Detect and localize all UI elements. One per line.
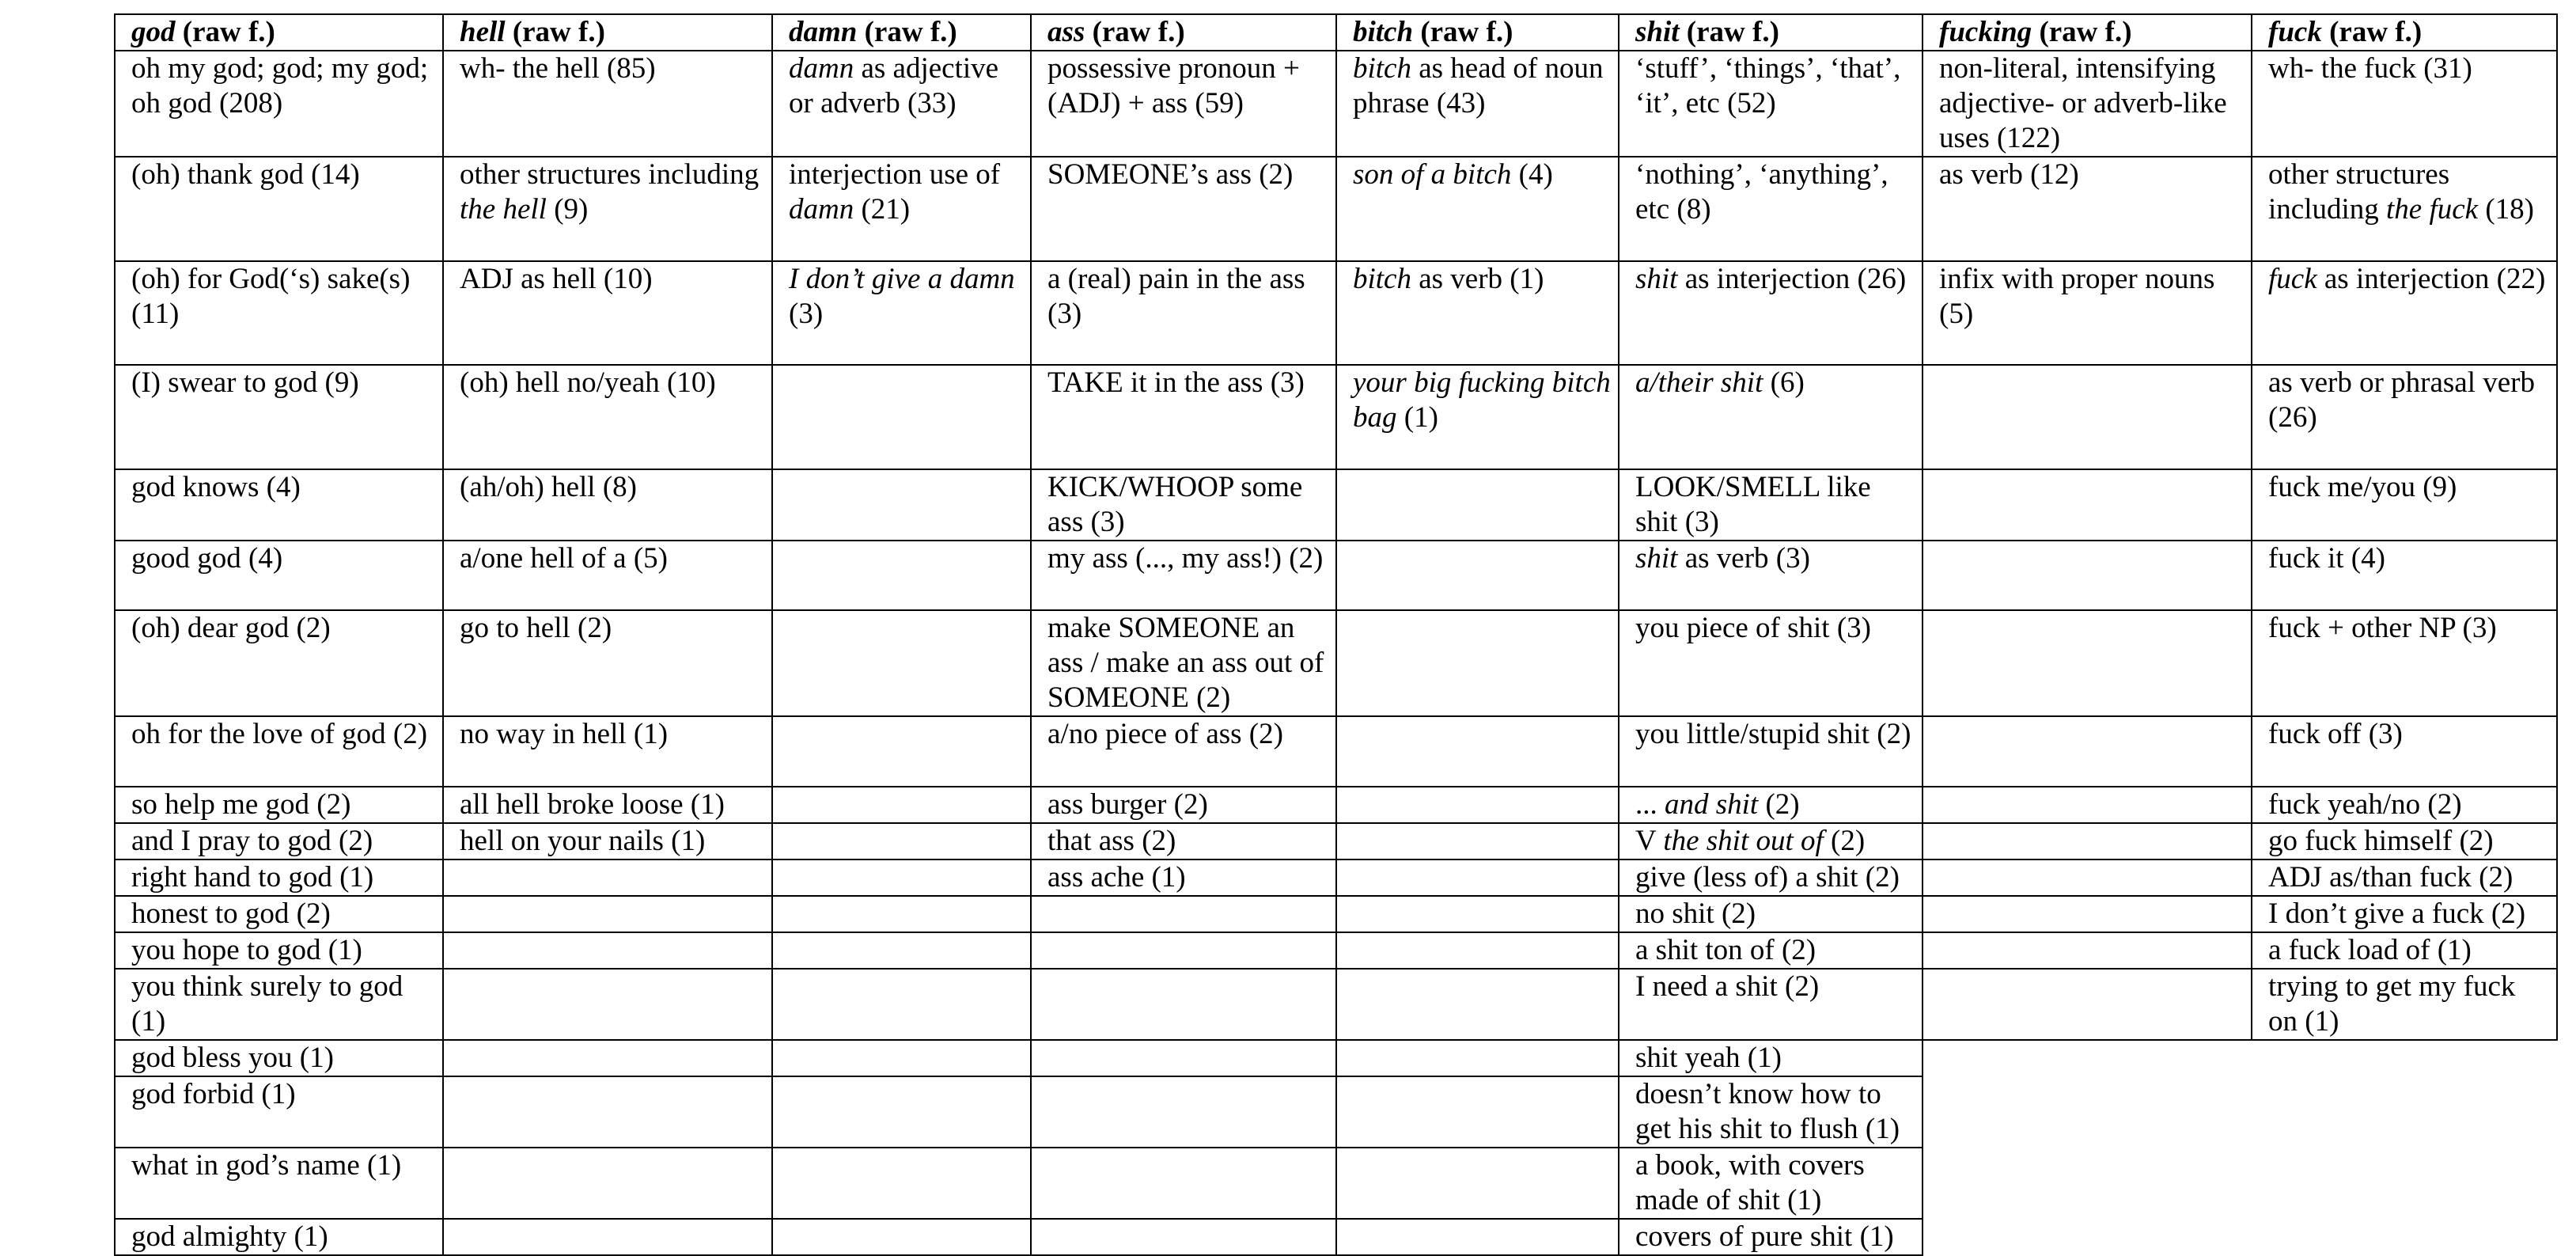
table-cell-god: (oh) for God(‘s) sake(s) (11) [115, 261, 443, 365]
empty-space [2252, 1076, 2557, 1148]
table-cell-god: oh my god; god; my god; oh god (208) [115, 51, 443, 157]
table-cell-damn [772, 1040, 1031, 1076]
table-row [115, 1219, 2557, 1255]
table-cell-damn [772, 1219, 1031, 1255]
table-cell-ass: ass ache (1) [1031, 859, 1336, 896]
table-cell-damn [772, 969, 1031, 1040]
table-cell-god: god bless you (1) [115, 1040, 443, 1076]
column-header-shit [1619, 14, 1923, 51]
table-cell-shit: ‘stuff’, ‘things’, ‘that’, ‘it’, etc (52) [1619, 51, 1923, 157]
table-cell-hell: hell on your nails (1) [443, 823, 772, 859]
table-cell-ass [1031, 1076, 1336, 1148]
empty-space [1923, 1148, 2252, 1219]
header-word: damn [789, 16, 858, 48]
table-row [115, 1076, 2557, 1148]
table-cell-shit: I need a shit (2) [1619, 969, 1923, 1040]
table-cell-damn [772, 541, 1031, 610]
table-cell-hell [443, 969, 772, 1040]
table-cell-hell: a/one hell of a (5) [443, 541, 772, 610]
table-cell-bitch [1336, 859, 1619, 896]
table-cell-hell [443, 1148, 772, 1219]
table-cell-ass [1031, 1040, 1336, 1076]
table-cell-bitch [1336, 896, 1619, 932]
table-cell-shit: shit as interjection (26) [1619, 261, 1923, 365]
table-cell-fuck: fuck off (3) [2252, 716, 2557, 787]
table-cell-bitch [1336, 610, 1619, 716]
table-cell-ass: a/no piece of ass (2) [1031, 716, 1336, 787]
empty-space [1923, 1076, 2252, 1148]
empty-space [1923, 1219, 2252, 1255]
empty-space [2252, 1040, 2557, 1076]
table-cell-god: (oh) thank god (14) [115, 157, 443, 261]
table-cell-fuck: fuck me/you (9) [2252, 469, 2557, 541]
table-cell-shit: LOOK/SMELL like shit (3) [1619, 469, 1923, 541]
header-word: fucking [1939, 16, 2032, 48]
table-cell-damn [772, 787, 1031, 823]
table-cell-hell: other structures including the hell (9) [443, 157, 772, 261]
table-cell-fucking [1923, 932, 2252, 969]
table-cell-bitch: bitch as head of noun phrase (43) [1336, 51, 1619, 157]
table-cell-shit: shit as verb (3) [1619, 541, 1923, 610]
table-cell-ass: that ass (2) [1031, 823, 1336, 859]
header-suffix: (raw f.) [505, 16, 605, 48]
table-cell-god: (oh) dear god (2) [115, 610, 443, 716]
table-cell-hell [443, 932, 772, 969]
table-cell-ass [1031, 969, 1336, 1040]
column-header-ass [1031, 14, 1336, 51]
table-row [115, 823, 2557, 859]
table-cell-shit: a/their shit (6) [1619, 365, 1923, 469]
header-suffix: (raw f.) [1679, 16, 1779, 48]
header-row [115, 14, 2557, 51]
table-cell-fucking [1923, 610, 2252, 716]
table-cell-shit: ‘nothing’, ‘anything’, etc (8) [1619, 157, 1923, 261]
table-cell-bitch [1336, 716, 1619, 787]
table-row [115, 1040, 2557, 1076]
table-cell-fuck: go fuck himself (2) [2252, 823, 2557, 859]
table-row [115, 1148, 2557, 1219]
table-cell-fuck: fuck yeah/no (2) [2252, 787, 2557, 823]
table-row [115, 932, 2557, 969]
table-cell-damn [772, 716, 1031, 787]
table-cell-shit: shit yeah (1) [1619, 1040, 1923, 1076]
table-cell-fucking [1923, 365, 2252, 469]
table-cell-damn: damn as adjective or adverb (33) [772, 51, 1031, 157]
table-cell-god: honest to god (2) [115, 896, 443, 932]
table-cell-fuck: ADJ as/than fuck (2) [2252, 859, 2557, 896]
table-cell-fucking [1923, 716, 2252, 787]
table-cell-shit: V the shit out of (2) [1619, 823, 1923, 859]
table-row [115, 365, 2557, 469]
table-cell-damn [772, 365, 1031, 469]
table-cell-ass: possessive pronoun + (ADJ) + ass (59) [1031, 51, 1336, 157]
table-cell-fuck: a fuck load of (1) [2252, 932, 2557, 969]
table-cell-ass: TAKE it in the ass (3) [1031, 365, 1336, 469]
table-cell-fucking: non-literal, intensifying adjective- or adverb-like uses (122) [1923, 51, 2252, 157]
table-cell-god: and I pray to god (2) [115, 823, 443, 859]
table-cell-ass: ass burger (2) [1031, 787, 1336, 823]
table-cell-shit: doesn’t know how to get his shit to flush (1) [1619, 1076, 1923, 1148]
table-cell-bitch: your big fucking bitch bag (1) [1336, 365, 1619, 469]
table-cell-god: oh for the love of god (2) [115, 716, 443, 787]
table-cell-shit: give (less of) a shit (2) [1619, 859, 1923, 896]
table-cell-bitch [1336, 469, 1619, 541]
table-cell-ass [1031, 1148, 1336, 1219]
table-cell-god: you hope to god (1) [115, 932, 443, 969]
table-cell-ass: make SOMEONE an ass / make an ass out of SOMEONE (2) [1031, 610, 1336, 716]
table-cell-hell [443, 1076, 772, 1148]
table-cell-bitch [1336, 1219, 1619, 1255]
table-cell-god: god forbid (1) [115, 1076, 443, 1148]
table-cell-god: what in god’s name (1) [115, 1148, 443, 1219]
table-cell-fuck: I don’t give a fuck (2) [2252, 896, 2557, 932]
table-cell-bitch [1336, 823, 1619, 859]
table-cell-god: god almighty (1) [115, 1219, 443, 1255]
column-header-god [115, 14, 443, 51]
table-cell-fuck: fuck as interjection (22) [2252, 261, 2557, 365]
table-cell-hell [443, 896, 772, 932]
empty-space [2252, 1148, 2557, 1219]
table-cell-damn [772, 896, 1031, 932]
table-cell-fucking [1923, 541, 2252, 610]
table-cell-shit: covers of pure shit (1) [1619, 1219, 1923, 1255]
header-word: fuck [2268, 16, 2322, 48]
header-word: shit [1635, 16, 1680, 48]
table-cell-hell: no way in hell (1) [443, 716, 772, 787]
table-cell-bitch [1336, 541, 1619, 610]
table-cell-damn [772, 859, 1031, 896]
table-row [115, 541, 2557, 610]
table-cell-fuck: as verb or phrasal verb (26) [2252, 365, 2557, 469]
column-header-bitch [1336, 14, 1619, 51]
empty-space [2252, 1219, 2557, 1255]
table-cell-ass: my ass (..., my ass!) (2) [1031, 541, 1336, 610]
table-cell-damn: I don’t give a damn (3) [772, 261, 1031, 365]
table-row [115, 896, 2557, 932]
header-word: god [131, 16, 176, 48]
table-cell-shit: ... and shit (2) [1619, 787, 1923, 823]
header-word: ass [1047, 16, 1085, 48]
table-cell-fucking: as verb (12) [1923, 157, 2252, 261]
table-row [115, 469, 2557, 541]
table-cell-god: god knows (4) [115, 469, 443, 541]
table-cell-shit: no shit (2) [1619, 896, 1923, 932]
table-cell-god: (I) swear to god (9) [115, 365, 443, 469]
table-row [115, 51, 2557, 157]
table-cell-damn [772, 610, 1031, 716]
swear-word-structures-table [114, 13, 2558, 1256]
table-cell-bitch [1336, 932, 1619, 969]
table-cell-god: good god (4) [115, 541, 443, 610]
column-header-fuck [2252, 14, 2557, 51]
table-cell-fucking [1923, 469, 2252, 541]
table-cell-fuck: fuck it (4) [2252, 541, 2557, 610]
table-cell-ass: KICK/WHOOP some ass (3) [1031, 469, 1336, 541]
table-row [115, 716, 2557, 787]
table-cell-bitch [1336, 1076, 1619, 1148]
table-cell-shit: you piece of shit (3) [1619, 610, 1923, 716]
header-suffix: (raw f.) [857, 16, 957, 48]
table-cell-damn [772, 1076, 1031, 1148]
table-cell-shit: you little/stupid shit (2) [1619, 716, 1923, 787]
header-word: bitch [1353, 16, 1414, 48]
table-cell-bitch [1336, 1040, 1619, 1076]
table-cell-hell: go to hell (2) [443, 610, 772, 716]
table-cell-god: so help me god (2) [115, 787, 443, 823]
header-suffix: (raw f.) [175, 16, 275, 48]
table-cell-hell: ADJ as hell (10) [443, 261, 772, 365]
column-header-hell [443, 14, 772, 51]
table-cell-fucking [1923, 896, 2252, 932]
header-suffix: (raw f.) [2032, 16, 2132, 48]
table-cell-bitch [1336, 1148, 1619, 1219]
table-cell-bitch: bitch as verb (1) [1336, 261, 1619, 365]
column-header-damn [772, 14, 1031, 51]
header-suffix: (raw f.) [1413, 16, 1513, 48]
table-cell-ass [1031, 896, 1336, 932]
table-cell-fuck: trying to get my fuck on (1) [2252, 969, 2557, 1040]
table-cell-ass [1031, 932, 1336, 969]
table-cell-bitch [1336, 787, 1619, 823]
header-word: hell [460, 16, 506, 48]
table-cell-damn [772, 823, 1031, 859]
table-cell-fucking [1923, 969, 2252, 1040]
header-suffix: (raw f.) [2321, 16, 2423, 48]
table-cell-ass [1031, 1219, 1336, 1255]
table-cell-shit: a shit ton of (2) [1619, 932, 1923, 969]
table-cell-fucking [1923, 787, 2252, 823]
table-cell-bitch [1336, 969, 1619, 1040]
empty-space [1923, 1040, 2252, 1076]
table-cell-god: you think surely to god (1) [115, 969, 443, 1040]
table-cell-hell: (oh) hell no/yeah (10) [443, 365, 772, 469]
table-cell-damn [772, 932, 1031, 969]
table-cell-damn: interjection use of damn (21) [772, 157, 1031, 261]
table-cell-fuck: other structures including the fuck (18) [2252, 157, 2557, 261]
table-cell-shit: a book, with covers made of shit (1) [1619, 1148, 1923, 1219]
table-row [115, 157, 2557, 261]
table-row [115, 261, 2557, 365]
table-cell-damn [772, 1148, 1031, 1219]
table-cell-ass: SOMEONE’s ass (2) [1031, 157, 1336, 261]
table-cell-hell [443, 1219, 772, 1255]
table-cell-ass: a (real) pain in the ass (3) [1031, 261, 1336, 365]
table-cell-hell [443, 859, 772, 896]
table-cell-fuck: wh- the fuck (31) [2252, 51, 2557, 157]
table-cell-hell: all hell broke loose (1) [443, 787, 772, 823]
table-row [115, 610, 2557, 716]
table-cell-bitch: son of a bitch (4) [1336, 157, 1619, 261]
table-cell-fucking: infix with proper nouns (5) [1923, 261, 2252, 365]
table-cell-god: right hand to god (1) [115, 859, 443, 896]
table-cell-fucking [1923, 859, 2252, 896]
table-cell-fuck: fuck + other NP (3) [2252, 610, 2557, 716]
table-row [115, 787, 2557, 823]
column-header-fucking [1923, 14, 2252, 51]
table-cell-damn [772, 469, 1031, 541]
table-row [115, 859, 2557, 896]
table-cell-hell: (ah/oh) hell (8) [443, 469, 772, 541]
table-cell-hell: wh- the hell (85) [443, 51, 772, 157]
header-suffix: (raw f.) [1085, 16, 1185, 48]
table-row [115, 969, 2557, 1040]
table-cell-fucking [1923, 823, 2252, 859]
table-cell-hell [443, 1040, 772, 1076]
